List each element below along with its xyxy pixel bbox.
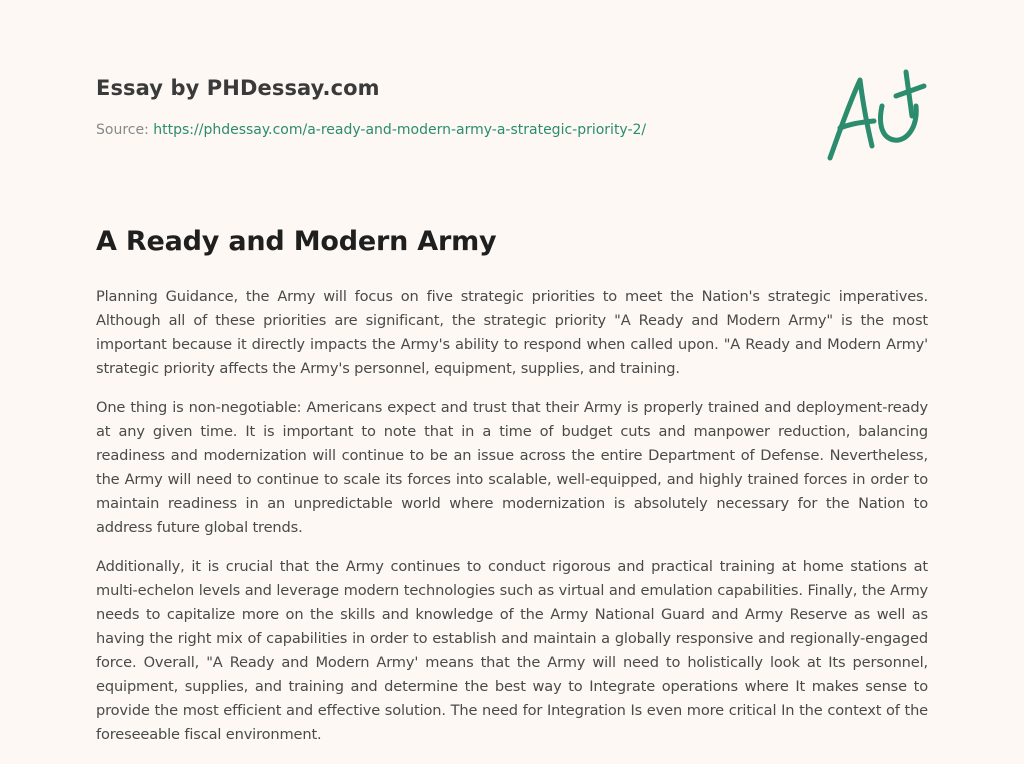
brand-title: Essay by PHDessay.com (96, 76, 380, 100)
essay-body (96, 285, 928, 762)
essay-title: A Ready and Modern Army (96, 226, 497, 257)
paragraph: Planning Guidance, the Army will focus on five strategic priorities to meet the Nation's strategic imperatives. Although all of these priorities are significant, the strategic priority "A Ready and Modern Army" is the most important because it directly impacts the Army's ability to respond when called upon. "A Ready and Modern Army' strategic priority affects the Army's personnel, equipment, supplies, and training. (96, 288, 928, 377)
source-line (96, 122, 796, 138)
source-link[interactable]: https://phdessay.com/a-ready-and-modern-army-a-strategic-priority-2/ (153, 122, 647, 138)
a-plus-grade-icon (820, 66, 930, 166)
paragraph: One thing is non-negotiable: Americans expect and trust that their Army is properly trained and deployment-ready at any given time. It is important to note that in a time of budget cuts and manpower reduction, balancing readiness and modernization will continue to be an issue across the entire Department of Defense. Nevertheless, the Army will need to continue to scale its forces into scalable, well-equipped, and highly trained forces in order to maintain readiness in an unpredictable world where modernization is absolutely necessary for the Nation to address future global trends. (96, 399, 928, 536)
source-label: Source: (96, 122, 149, 138)
paragraph: Additionally, it is crucial that the Army continues to conduct rigorous and practical training at home stations at multi-echelon levels and leverage modern technologies such as virtual and emulation capabilities. Finally, the Army needs to capitalize more on the skills and knowledge of the Army National Guard and Army Reserve as well as having the right mix of capabilities in order to establish and maintain a globally responsive and regionally-engaged force. Overall, "A Ready and Modern Army' means that the Army will need to holistically look at Its personnel, equipment, supplies, and training and determine the best way to Integrate operations where It makes sense to provide the most efficient and effective solution. The need for Integration Is even more critical In the context of the foreseeable fiscal environment. (96, 558, 928, 743)
page-header (96, 76, 796, 138)
